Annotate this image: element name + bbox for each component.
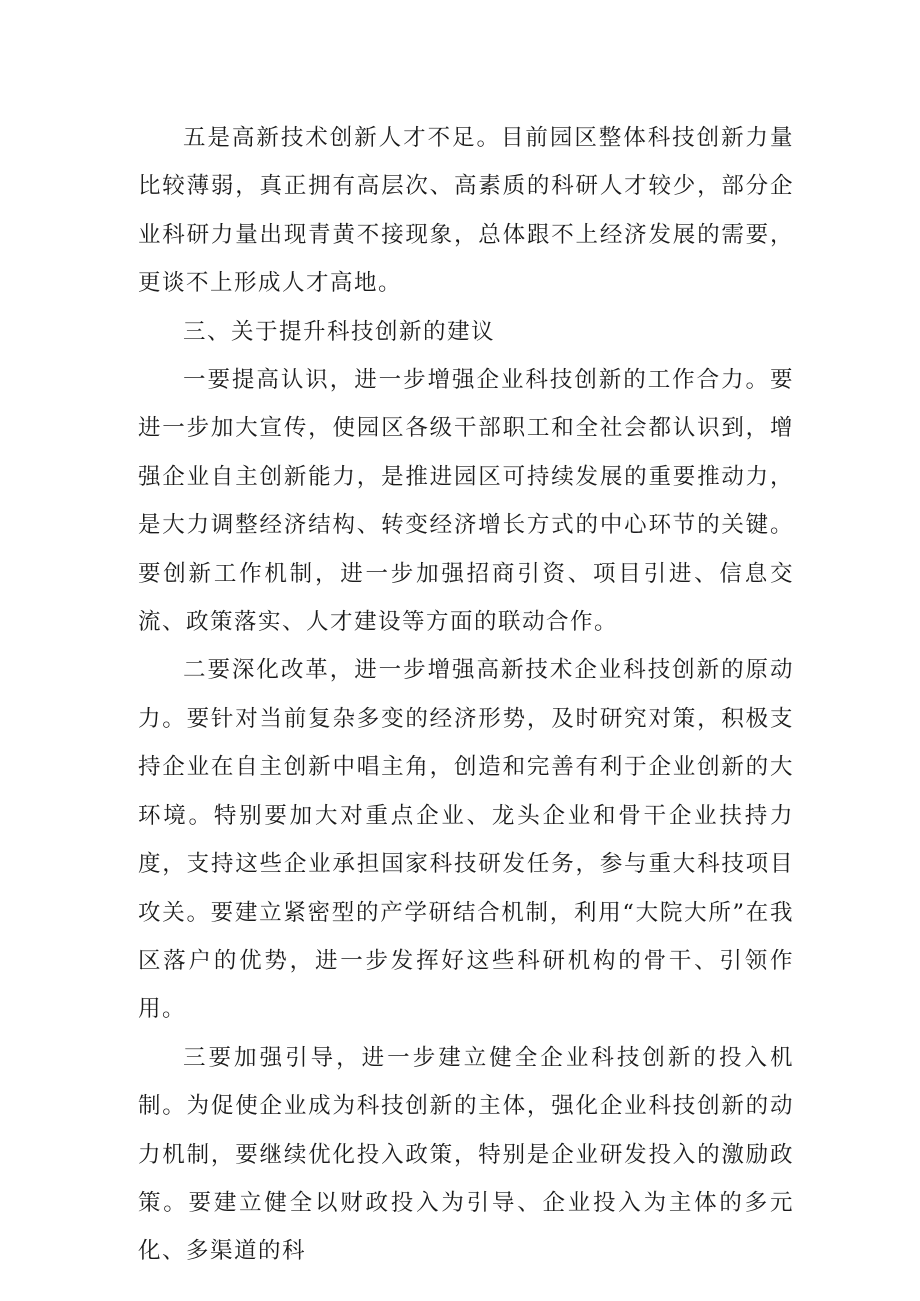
paragraph-deepen-reform: 二要深化改革，进一步增强高新技术企业科技创新的原动力。要针对当前复杂多变的经济形势，及时研究对策，积极支持企业在自主创新中唱主角，创造和完善有利于企业创新的大环境。特别要加大对重点企业、龙头企业和骨干企业扶持力度，支持这些企业承担国家科技研发任务，参与重大科技项目攻关。要建立紧密型的产学研结合机制，利用“大院大所”在我区落户的优势，进一步发挥好这些科研机构的骨干、引领作用。 <box>138 657 794 1023</box>
paragraph-raise-awareness: 一要提高认识，进一步增强企业科技创新的工作合力。要进一步加大宣传，使园区各级干部职工和全社会都认识到，增强企业自主创新能力，是推进园区可持续发展的重要推动力，是大力调整经济结构、转变经济增长方式的中心环节的关键。要创新工作机制，进一步加强招商引资、项目引进、信息交流、政策落实、人才建设等方面的联动合作。 <box>138 367 794 636</box>
paragraph-talent-shortage: 五是高新技术创新人才不足。目前园区整体科技创新力量比较薄弱，真正拥有高层次、高素质的科研人才较少，部分企业科研力量出现青黄不接现象，总体跟不上经济发展的需要，更谈不上形成人才高地。 <box>138 125 794 297</box>
document-body <box>138 114 794 1276</box>
section-heading-suggestions: 三、关于提升科技创新的建议 <box>183 318 496 345</box>
paragraph-strengthen-guidance: 三要加强引导，进一步建立健全企业科技创新的投入机制。为促使企业成为科技创新的主体，强化企业科技创新的动力机制，要继续优化投入政策，特别是企业研发投入的激励政策。要建立健全以财政投入为引导、企业投入为主体的多元化、多渠道的科 <box>138 1044 794 1265</box>
